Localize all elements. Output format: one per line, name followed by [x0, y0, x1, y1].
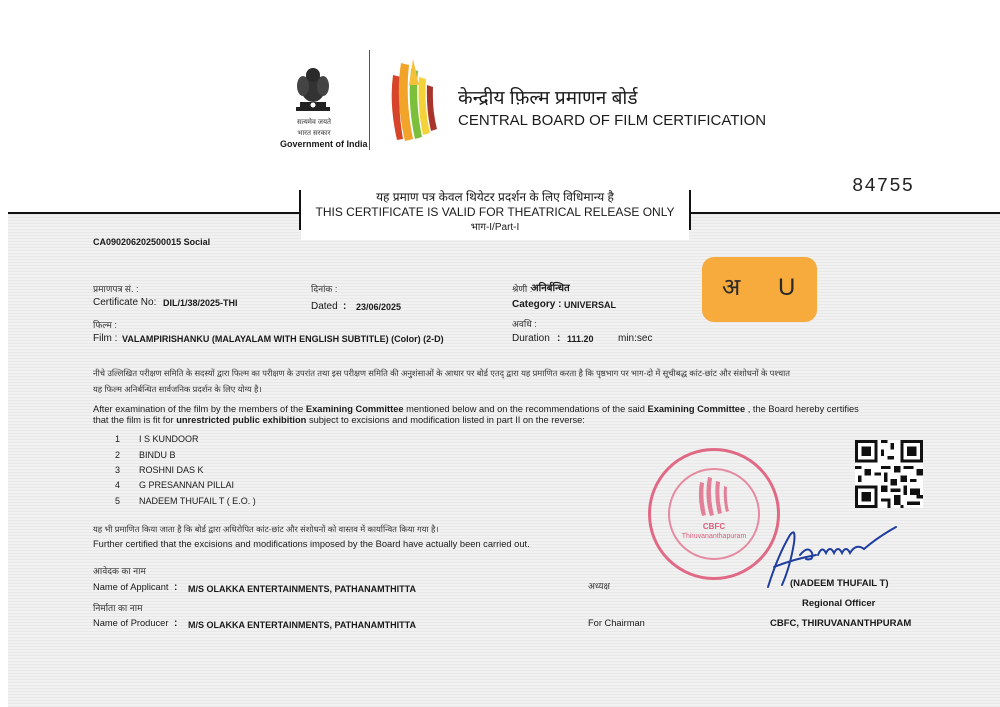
category-value: UNIVERSAL [564, 300, 617, 310]
qr-code-icon [855, 440, 923, 508]
serial-number: 84755 [852, 175, 915, 197]
rating-badge [702, 257, 817, 322]
category-hindi-value: अनिर्बन्धित [531, 283, 570, 294]
board-name-english: CENTRAL BOARD OF FILM CERTIFICATION [458, 112, 767, 129]
seal-city: Thiruvananthapuram [681, 533, 747, 540]
rating-english: U [778, 274, 796, 301]
header-divider [369, 50, 370, 150]
certification-text-english-line1: After examination of the film by the members of the Examining Committee mentioned below and on the recommendations of the said Examining Committee , the Board hereby certifies [93, 404, 859, 414]
duration-label: Duration [512, 333, 550, 344]
duration-hindi: अवधि : [512, 319, 537, 329]
producer-hindi: निर्माता का नाम [93, 603, 143, 613]
certificate-no-value: DIL/1/38/2025-THI [163, 298, 238, 308]
committee-member-2: BINDU B [139, 450, 176, 460]
chairman-hindi: अध्यक्ष [588, 581, 610, 591]
signatory-name: (NADEEM THUFAIL T) [790, 578, 889, 589]
duration-value: 111.20 [567, 334, 594, 344]
date-value: 23/06/2025 [356, 302, 402, 312]
date-colon: : [343, 301, 347, 312]
certificate-no-hindi: प्रमाणपत्र सं. : [93, 284, 139, 294]
top-rule-left [8, 212, 300, 214]
applicant-hindi: आवेदक का नाम [93, 566, 146, 576]
date-hindi: दिनांक : [311, 284, 338, 294]
rating-hindi: अ [722, 274, 741, 301]
further-certified-hindi: यह भी प्रमाणित किया जाता है कि बोर्ड द्वारा अधिरोपित कांट-छांट और संशोधनों को वास्तव में कार्यान्वित किया गया है। [93, 524, 439, 534]
committee-number-1: 1 [115, 434, 121, 444]
for-chairman: For Chairman [588, 618, 645, 628]
seal-mark: CBFC [702, 522, 726, 531]
committee-member-5: NADEEM THUFAIL T ( E.O. ) [139, 496, 256, 506]
producer-label: Name of Producer [93, 618, 169, 628]
government-of-india: Government of India [280, 139, 368, 149]
committee-number-2: 2 [115, 450, 121, 460]
date-label: Dated [311, 301, 338, 312]
certification-text-english-line2: that the film is fit for unrestricted public exhibition subject to excisions and modification listed in part II on the reverse: [93, 415, 585, 425]
emblem-motto: सत्यमेव जयते [296, 119, 332, 126]
committee-member-1: I S KUNDOOR [139, 434, 199, 444]
committee-member-3: ROSHNI DAS K [139, 465, 204, 475]
committee-number-5: 5 [115, 496, 121, 506]
producer-value: M/S OLAKKA ENTERTAINMENTS, PATHANAMTHITTA [188, 620, 416, 630]
certificate-part: भाग-I/Part-I [470, 222, 520, 233]
duration-colon: : [557, 333, 561, 344]
committee-number-3: 3 [115, 465, 121, 475]
applicant-colon: : [174, 582, 178, 593]
duration-unit: min:sec [618, 333, 653, 344]
validity-hindi: यह प्रमाण पत्र केवल थियेटर प्रदर्शन के लिए विधिमान्य है [376, 190, 614, 204]
certificate-no-label: Certificate No: [93, 297, 157, 308]
certification-text-hindi-line2: यह फिल्म अनिर्बन्धित सार्वजनिक प्रदर्शन के लिए योग्य है। [93, 384, 262, 394]
government-hindi: भारत सरकार [297, 130, 331, 137]
validity-band-right-rule [689, 190, 691, 230]
further-certified-english: Further certified that the excisions and modifications imposed by the Board have actually been carried out. [93, 539, 530, 549]
seal-emblem-icon [694, 474, 734, 518]
signatory-title: Regional Officer [802, 598, 876, 609]
category-label: Category : [512, 299, 562, 310]
film-label: Film : [93, 333, 118, 344]
committee-number-4: 4 [115, 480, 121, 490]
validity-english: THIS CERTIFICATE IS VALID FOR THEATRICAL RELEASE ONLY [315, 205, 675, 219]
applicant-value: M/S OLAKKA ENTERTAINMENTS, PATHANAMTHITTA [188, 584, 416, 594]
signatory-office: CBFC, THIRUVANANTHPURAM [770, 618, 912, 629]
producer-colon: : [174, 618, 178, 629]
board-name-hindi: केन्द्रीय फ़िल्म प्रमाणन बोर्ड [458, 88, 638, 109]
applicant-label: Name of Applicant [93, 582, 169, 592]
reference-code: CA090206202500015 Social [93, 237, 211, 247]
film-value: VALAMPIRISHANKU (MALAYALAM WITH ENGLISH SUBTITLE) (Color) (2-D) [122, 334, 444, 344]
certification-text-hindi-line1: नीचे उल्लिखित परीक्षण समिति के सदस्यों द्वारा फिल्म का परीक्षण के उपरांत तथा इस परीक्षण समिति की अनुशंसाओं के आधार पर बोर्ड एतद् द्वारा यह प्रमाणित करता है कि पृष्ठभाग पर भाग-दो में सूचीबद्ध कांट-छांट और संशोधनों के पश्चात [93, 368, 791, 378]
top-rule-right [690, 212, 1000, 214]
committee-member-4: G PRESANNAN PILLAI [139, 480, 235, 490]
national-emblem-icon [292, 62, 334, 118]
cbfc-logo-icon [385, 55, 445, 145]
category-hindi: श्रेणी : [512, 284, 533, 294]
film-hindi: फिल्म : [93, 320, 117, 330]
